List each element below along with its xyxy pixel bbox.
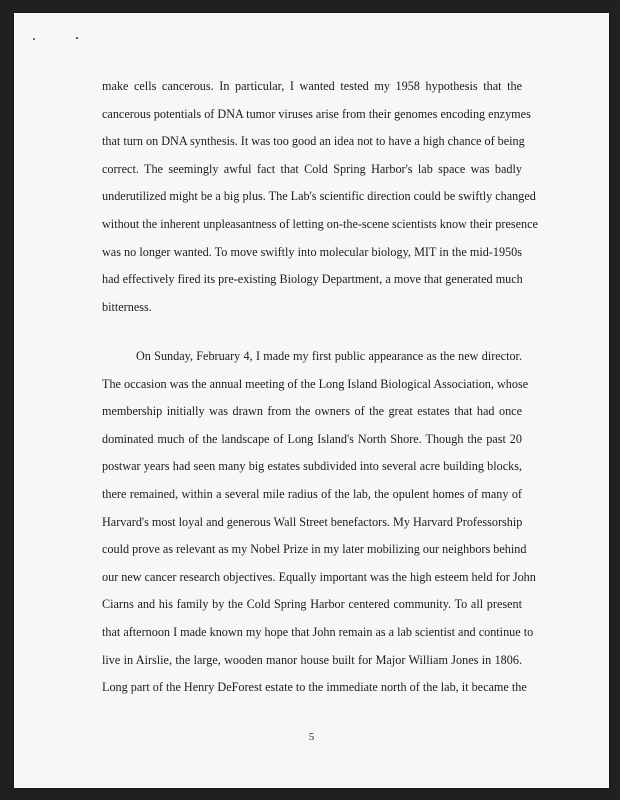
text-line: bitterness. bbox=[102, 299, 152, 314]
text-line: that afternoon I made known my hope that John remain as a lab scientist and continue to bbox=[102, 624, 534, 639]
text-line: there remained, within a several mile radius of the lab, the opulent homes of many of bbox=[102, 486, 522, 501]
scan-speck bbox=[76, 37, 78, 39]
text-line: could prove as relevant as my Nobel Prize in my later mobilizing our neighbors behind bbox=[102, 542, 527, 557]
text-line: underutilized might be a big plus. The Lab's scientific direction could be swiftly changed bbox=[102, 189, 536, 204]
text-line: live in Airslie, the large, wooden manor house built for Major William Jones in 1806. bbox=[102, 652, 522, 667]
text-line: cancerous potentials of DNA tumor viruses arise from their genomes encoding enzymes bbox=[102, 106, 531, 121]
page-number: 5 bbox=[308, 731, 315, 743]
text-line: membership initially was drawn from the owners of the great estates that had once bbox=[102, 404, 522, 419]
scan-speck bbox=[33, 38, 35, 40]
text-line: was no longer wanted. To move swiftly into molecular biology, MIT in the mid-1950s bbox=[102, 244, 522, 259]
text-line: had effectively fired its pre-existing Biology Department, a move that generated much bbox=[102, 272, 523, 287]
text-line: postwar years had seen many big estates subdivided into several acre building blocks, bbox=[102, 459, 522, 474]
text-line: make cells cancerous. In particular, I wanted tested my 1958 hypothesis that the bbox=[102, 79, 522, 93]
text-line: without the inherent unpleasantness of letting on-the-scene scientists know their presence bbox=[102, 216, 538, 231]
text-line: Harvard's most loyal and generous Wall Street benefactors. My Harvard Professorship bbox=[102, 514, 523, 529]
text-line: that turn on DNA synthesis. It was too good an idea not to have a high chance of being bbox=[102, 134, 525, 149]
text-line: The occasion was the annual meeting of the Long Island Biological Association, whose bbox=[102, 376, 529, 391]
text-line: Long part of the Henry DeForest estate to the immediate north of the lab, it became the bbox=[102, 680, 527, 695]
paragraph-2 bbox=[102, 343, 536, 702]
text-line: correct. The seemingly awful fact that Cold Spring Harbor's lab space was badly bbox=[102, 161, 522, 176]
text-line: On Sunday, February 4, I made my first public appearance as the new director. bbox=[136, 349, 522, 363]
text-line: dominated much of the landscape of Long Island's North Shore. Though the past 20 bbox=[102, 431, 522, 446]
text-line: Ciarns and his family by the Cold Spring Harbor centered community. To all present bbox=[102, 597, 522, 612]
paragraph-1 bbox=[102, 73, 538, 321]
document-page bbox=[14, 13, 609, 788]
text-line: our new cancer research objectives. Equally important was the high esteem held for John bbox=[102, 569, 536, 584]
